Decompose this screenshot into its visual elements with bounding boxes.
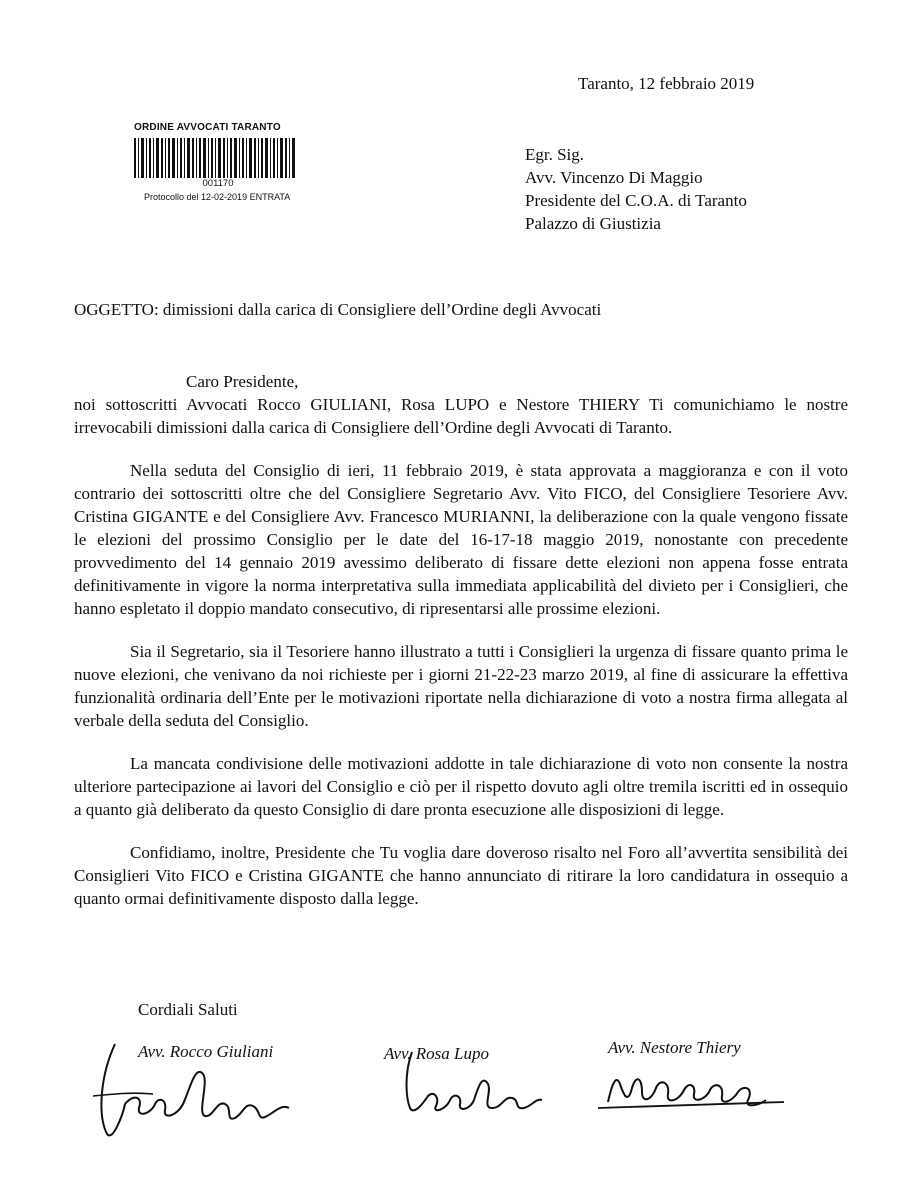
signature-giuliani [138, 1042, 273, 1062]
signature-thiery [608, 1038, 741, 1058]
body-paragraph: Confidiamo, inoltre, Presidente che Tu voglia dare doveroso risalto nel Foro all’avvertita sensibilità dei Consiglieri Vito FICO e Cristina GIGANTE che hanno annunciato di ritirare la loro candidatura in ossequio a quanto ormai definitivamente disposto dalla legge. [74, 843, 848, 908]
date-line: Taranto, 12 febbraio 2019 [578, 74, 755, 93]
salutation: Caro Presidente, [186, 372, 299, 391]
body-paragraph: La mancata condivisione delle motivazioni addotte in tale dichiarazione di voto non consente la nostra ulteriore partecipazione ai lavori del Consiglio e ciò per il rispetto dovuto agli oltre tremila iscritti ed in ossequio a quanto già deliberato da questo Consiglio di dare pronta esecuzione alle disposizioni di legge. [74, 754, 848, 819]
stamp-org: ORDINE AVVOCATI TARANTO [134, 122, 281, 133]
signature-name: Avv. Nestore Thiery [608, 1038, 741, 1057]
recipient-line: Avv. Vincenzo Di Maggio [525, 168, 703, 187]
recipient-line: Presidente del C.O.A. di Taranto [525, 191, 747, 210]
signature-name: Avv. Rocco Giuliani [138, 1042, 274, 1061]
letter-body [74, 370, 848, 930]
body-paragraph: Sia il Segretario, sia il Tesoriere hanno illustrato a tutti i Consiglieri la urgenza di fissare quanto prima le nuove elezioni, che venivano da noi richieste per i giorni 21-22-23 marzo 2019, al fine di assicurare la effettiva funzionalità ordinaria dell’Ente per le motivazioni riportate nella dichiarazione di voto a nostra firma allegata al verbale della seduta del Consiglio. [74, 642, 848, 730]
recipient-line: Egr. Sig. [525, 145, 585, 164]
recipient-line: Palazzo di Giustizia [525, 214, 661, 233]
body-paragraph: Nella seduta del Consiglio di ieri, 11 febbraio 2019, è stata approvata a maggioranza e con il voto contrario dei sottoscritti oltre che del Consigliere Segretario Avv. Vito FICO, del Consigliere Tesoriere Avv. Cristina GIGANTE e del Consigliere Avv. Francesco MURIANNI, la deliberazione con la quale vengono fissate le elezioni del prossimo Consiglio per le date del 16-17-18 maggio 2019, nonostante con precedente provvedimento del 14 gennaio 2019 avessimo deliberato di fissare dette elezioni non appena fosse entrata definitivamente in vigore la norma interpretativa sulla immediata applicabilità del divieto per i Consiglieri, che hanno espletato il doppio mandato consecutivo, di ripresentarsi alle prossime elezioni. [74, 461, 848, 618]
stamp-code: 001170 [202, 178, 234, 189]
stamp-protocol: Protocollo del 12-02-2019 ENTRATA [144, 192, 291, 202]
signature-name: Avv. Rosa Lupo [384, 1044, 489, 1063]
closing: Cordiali Saluti [138, 1000, 238, 1019]
subject-line: OGGETTO: dimissioni dalla carica di Consigliere dell’Ordine degli Avvocati [74, 300, 602, 319]
recipient-block [525, 143, 747, 235]
barcode-icon [128, 136, 318, 178]
protocol-stamp [128, 122, 318, 202]
signature-lupo [384, 1044, 489, 1064]
body-paragraph: noi sottoscritti Avvocati Rocco GIULIANI, Rosa LUPO e Nestore THIERY Ti comunichiamo le nostre irrevocabili dimissioni dalla carica di Consigliere dell’Ordine degli Avvocati di Taranto. [74, 395, 848, 437]
